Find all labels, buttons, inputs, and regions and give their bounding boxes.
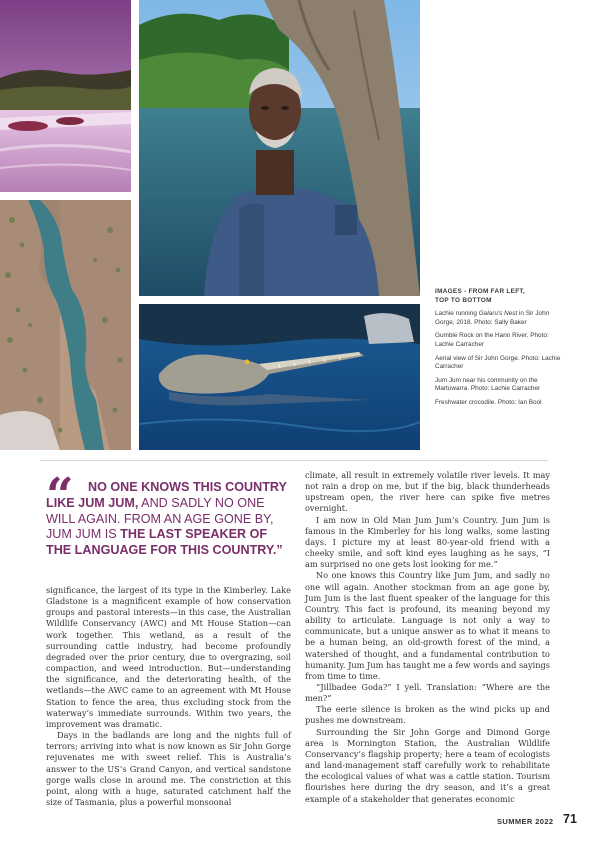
pull-quote-bold: NO ONE KNOWS THIS COUNTRY LIKE JUM JUM, [46, 480, 287, 510]
caption-item [435, 332, 563, 349]
body-paragraph: Surrounding the Sir John Gorge and Dimond Gorge area is Mornington Station, the Australian Wildlife Conservancy’s flagship property; here a team of ecologists and land-management staff carefully work to rehabilitate the ecological values of what was a cattle station. Tourism flourishes here during the dry season, and it’s a great example of a stakeholder that generates economic [305, 726, 550, 804]
caption-heading [435, 288, 563, 305]
body-paragraph: I am now in Old Man Jum Jum’s Country. Jum Jum is famous in the Kimberley for his long walks, some lasting days. I picture my at least 80-year-old friend with a cheeky smile, and soft kind eyes laughing as he says, “I am surprised no one gets lost looking for me.” [305, 514, 550, 570]
photo-caption-block [435, 288, 563, 413]
quote-mark-icon: “ [46, 468, 74, 524]
body-paragraph: “Jillbadee Goda?” I yell. Translation: “Where are the men?” [305, 681, 550, 704]
photo-crocodile [139, 304, 420, 450]
page-number: 71 [563, 812, 577, 826]
caption-heading-line1: IMAGES - FROM FAR LEFT, [435, 288, 525, 295]
photo-waterfall [0, 0, 131, 192]
caption-text: in Sir John Gorge, 2018. Photo: Sally Baker [435, 310, 550, 326]
caption-text: Aerial view of Sir John Gorge. Photo: Lachie Carracher [435, 354, 561, 371]
caption-item [435, 377, 563, 394]
caption-text: Jum Jum near his community on the Martuwarra. Photo: Lachie Carracher [435, 376, 541, 393]
body-column-right [305, 470, 550, 805]
caption-text: Gumble Rock on the Hann River. Photo: Lachie Carracher [435, 332, 549, 348]
photo-jum-jum-portrait [139, 0, 420, 296]
body-paragraph: Days in the badlands are long and the nights full of terrors; arriving into what is now known as Sir John Gorge rejuvenates me with sweet relief. This is Australia’s answer to the US’s Grand Canyon, and vertical sandstone gorge walls close in around me. The constriction at this point, along with a huge, saturated catchment half the size of Tasmania, plus a powerful monsoonal [46, 730, 291, 807]
section-divider [40, 460, 548, 461]
pull-quote-bold: THE LAST SPEAKER OF THE LANGUAGE FOR THIS COUNTRY.” [46, 527, 283, 558]
body-paragraph: significance, the largest of its type in the Kimberley. Lake Gladstone is a magnificent example of how conservation groups and pastoral interests—in this case, the Australian Wildlife Conservancy (AWC) and Mt House Station—can work together. This wetland, as a result of the surrounding cattle industry, had become profoundly degraded over the prior century, due to overgrazing, soil compaction, and weed introduction. But—understanding the significance, and the deteriorating health, of the wetlands—the AWC came to an agreement with Mt House Station to fence the area, thus excluding stock from the waterway’s immediate surrounds. Within two years, the improvement was dramatic. [46, 585, 291, 729]
caption-artwork-title: Galaru's Nest [478, 310, 518, 318]
body-paragraph: No one knows this Country like Jum Jum, and sadly no one will again. Another stockman from an age gone by, Jum Jum is the last fluent speaker of the language for this Country. This fact is profound, its meaning beyond my ability to articulate. Language is not only a way to communicate, but a unique answer as to what it means to be a human being, an old-growth forest of the mind, a watershed of thought, and a fundamental contribution to humanity. Jum Jum has taught me a few words and sayings from time to time. [305, 570, 550, 681]
body-paragraph: The eerie silence is broken as the wind picks up and pushes me downstream. [305, 704, 550, 726]
pull-quote [46, 468, 291, 559]
issue-label: SUMMER 2022 [497, 817, 554, 826]
caption-item [435, 355, 563, 372]
pull-quote-text [46, 480, 291, 559]
caption-item [435, 310, 563, 327]
caption-item [435, 399, 563, 408]
caption-heading-line2: TOP TO BOTTOM [435, 296, 492, 304]
body-column-left [46, 585, 291, 808]
caption-text: Freshwater crocodile. Photo: Ian Bool [435, 398, 542, 406]
pull-quote-regular: AND SADLY NO ONE WILL AGAIN. FROM AN AGE GONE BY, JUM JUM IS [46, 495, 274, 542]
photo-aerial-gorge [0, 200, 131, 450]
body-paragraph: climate, all result in extremely volatile river levels. It may not rain a drop on me, but if the big, black thunderheads upstream open, the river here can spike five metres overnight. [305, 470, 550, 514]
caption-text: Lachie running [435, 310, 479, 318]
